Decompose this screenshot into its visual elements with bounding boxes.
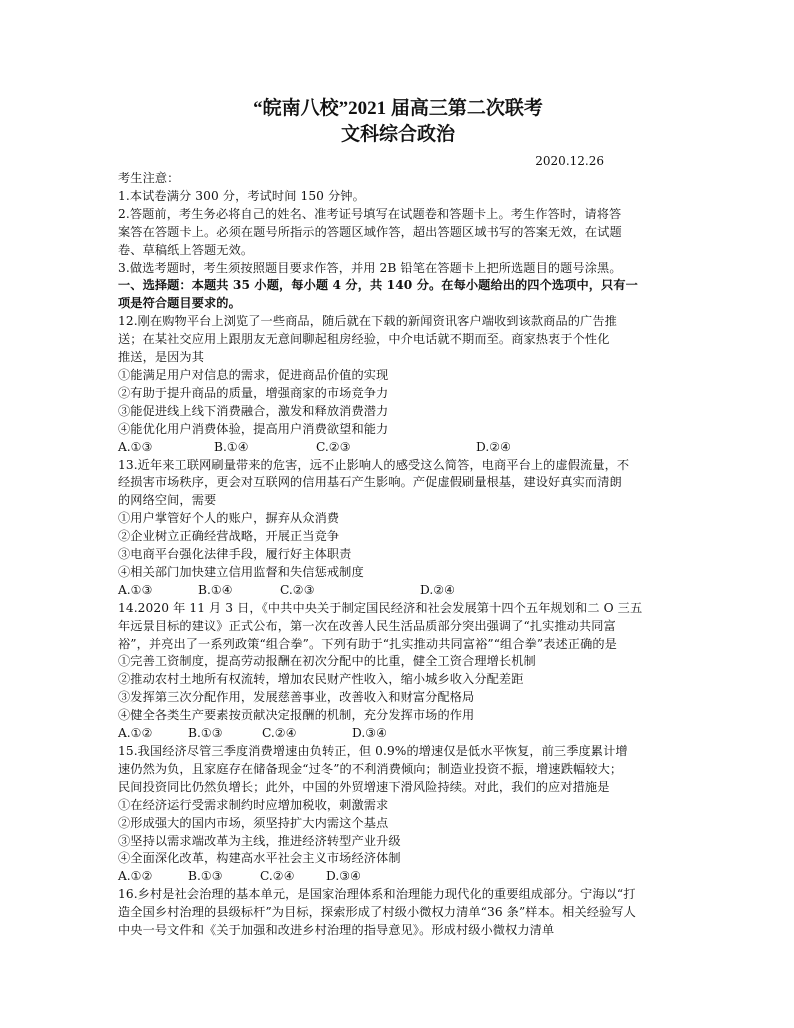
question-stem-line: 民间投资同比仍然负增长；此外，中国的外贸增速下滑风险持续。对此，我们的应对措施是 (118, 779, 610, 794)
answer-options (118, 868, 678, 886)
option-a: A.①② (118, 726, 153, 741)
question-stem-line: 12.刚在购物平台上浏览了一些商品，随后就在下载的新闻资讯客户端收到该款商品的广告推 (118, 314, 617, 329)
exam-page (118, 96, 678, 940)
notice-line: 卷、草稿纸上答题无效。 (118, 242, 254, 257)
section-heading-line: 一、选择题：本题共 35 小题，每小题 4 分，共 140 分。在每小题给出的四个选项中，只有一 (118, 278, 638, 293)
exam-title: “皖南八校”2021 届高三第二次联考 (253, 98, 543, 119)
option-c: C.②③ (316, 439, 351, 454)
question-item: ④相关部门加快建立信用监督和失信惩戒制度 (118, 564, 364, 579)
question-item: ②推动农村土地所有权流转，增加农民财产性收入，缩小城乡收入分配差距 (118, 672, 524, 687)
option-a: A.①③ (118, 439, 153, 454)
question-item: ②企业树立正确经营战略，开展正当竞争 (118, 529, 340, 544)
option-c: C.②③ (280, 582, 315, 597)
question-stem-line: 的网络空间，需要 (118, 493, 217, 508)
question-item: ③坚持以需求端改革为主线，推进经济转型产业升级 (118, 833, 401, 848)
option-a: A.①③ (118, 582, 153, 597)
option-d: D.②④ (420, 582, 456, 597)
question-stem-line: 中央一号文件和《关于加强和改进乡村治理的指导意见》。形成村级小微权力清单 (118, 923, 555, 938)
question-14 (118, 600, 678, 743)
option-b: B.①④ (214, 439, 249, 454)
question-stem-line: 速仍然为负，且家庭存在储备现金“过冬”的不利消费倾向；制造业投资不振，增速跌幅较大； (118, 761, 623, 776)
answer-options (118, 439, 678, 457)
question-item: ①用户掌管好个人的账户，摒弃从众消费 (118, 511, 340, 526)
section-heading (118, 277, 678, 313)
option-b: B.①③ (188, 869, 223, 884)
question-15 (118, 743, 678, 886)
question-item: ④健全各类生产要素按贡献决定报酬的机制，充分发挥市场的作用 (118, 708, 475, 723)
notice-line: 2.答题前，考生务必将自己的姓名、准考证号填写在试题卷和答题卡上。考生作答时，请将答 (118, 206, 622, 221)
notice-block (118, 170, 678, 277)
notice-heading: 考生注意： (118, 171, 180, 185)
question-item: ④能优化用户消费体验，提高用户消费欲望和能力 (118, 421, 389, 436)
section-heading-line: 项是符合题目要求的。 (118, 296, 241, 311)
question-item: ①在经济运行受需求制约时应增加税收，刺激需求 (118, 797, 389, 812)
question-12 (118, 313, 678, 456)
question-item: ②形成强大的国内市场，须坚持扩大内需这个基点 (118, 815, 389, 830)
question-item: ④全面深化改革，构建高水平社会主义市场经济体制 (118, 851, 401, 866)
option-c: C.②④ (262, 726, 297, 741)
question-stem-line: 13.近年来工联网刷量带来的危害，远不止影响人的感受这么简答，电商平台上的虚假流量，不 (118, 457, 630, 472)
option-a: A.①② (118, 869, 153, 884)
option-d: D.③④ (352, 726, 388, 741)
question-stem-line: 16.乡村是社会治理的基本单元，是国家治理体系和治理能力现代化的重要组成部分。宁海以“打 (118, 887, 636, 902)
question-item: ③发挥第三次分配作用，发展慈善事业，改善收入和财富分配格局 (118, 690, 475, 705)
question-item: ③电商平台强化法律手段，履行好主体职责 (118, 547, 352, 562)
question-item: ①能满足用户对信息的需求，促进商品价值的实现 (118, 367, 389, 382)
question-stem-line: 送；在某社交应用上跟朋友无意间聊起租房经验，中介电话就不期而至。商家热衷于个性化 (118, 332, 610, 347)
question-stem-line: 经损害市场秩序，更会对互联网的信用基石产生影响。产促虚假刷量根基，建设好真实而清朗 (118, 475, 622, 490)
question-stem-line: 年远景目标的建议》正式公布，第一次在改善人民生活品质部分突出强调了“扎实推动共同富 (118, 618, 616, 633)
answer-options (118, 725, 678, 743)
question-13 (118, 457, 678, 600)
answer-options (118, 582, 678, 600)
question-item: ①完善工资制度，提高劳动报酬在初次分配中的比重，健全工资合理增长机制 (118, 654, 536, 669)
notice-line: 1.本试卷满分 300 分，考试时间 150 分钟。 (118, 188, 365, 203)
option-d: D.②④ (476, 439, 512, 454)
exam-subtitle: 文科综合政治 (340, 124, 455, 145)
question-item: ②有助于提升商品的质量，增强商家的市场竞争力 (118, 385, 389, 400)
option-b: B.①③ (188, 726, 223, 741)
option-b: B.①④ (198, 582, 233, 597)
notice-line: 案答在答题卡上。必须在题号所指示的答题区域作答，超出答题区域书写的答案无效，在试题 (118, 224, 622, 239)
question-item: ③能促进线上线下消费融合，激发和释放消费潜力 (118, 403, 389, 418)
notice-line: 3.做选考题时，考生须按照题目要求作答，并用 2B 铅笔在答题卡上把所选题目的题号涂黑。 (118, 260, 622, 275)
question-stem-line: 造全国乡村治理的县级标杆”为目标，探索形成了村级小微权力清单“36 条”样本。相关经验写人 (118, 905, 636, 920)
question-stem-line: 14.2020 年 11 月 3 日，《中共中央关于制定国民经济和社会发展第十四个五年规划和二 O 三五 (118, 600, 643, 615)
exam-date: 2020.12.26 (535, 154, 604, 168)
question-stem-line: 裕”，并亮出了一系列政策“组合拳”。下列有助于“扎实推动共同富裕”“组合拳”表述正确的是 (118, 636, 617, 651)
question-16 (118, 886, 678, 940)
option-c: C.②④ (260, 869, 295, 884)
question-stem-line: 推送，是因为其 (118, 350, 205, 365)
option-d: D.③④ (326, 869, 362, 884)
question-stem-line: 15.我国经济尽管三季度消费增速由负转正，但 0.9%的增速仅是低水平恢复，前三季度累计增 (118, 744, 628, 758)
